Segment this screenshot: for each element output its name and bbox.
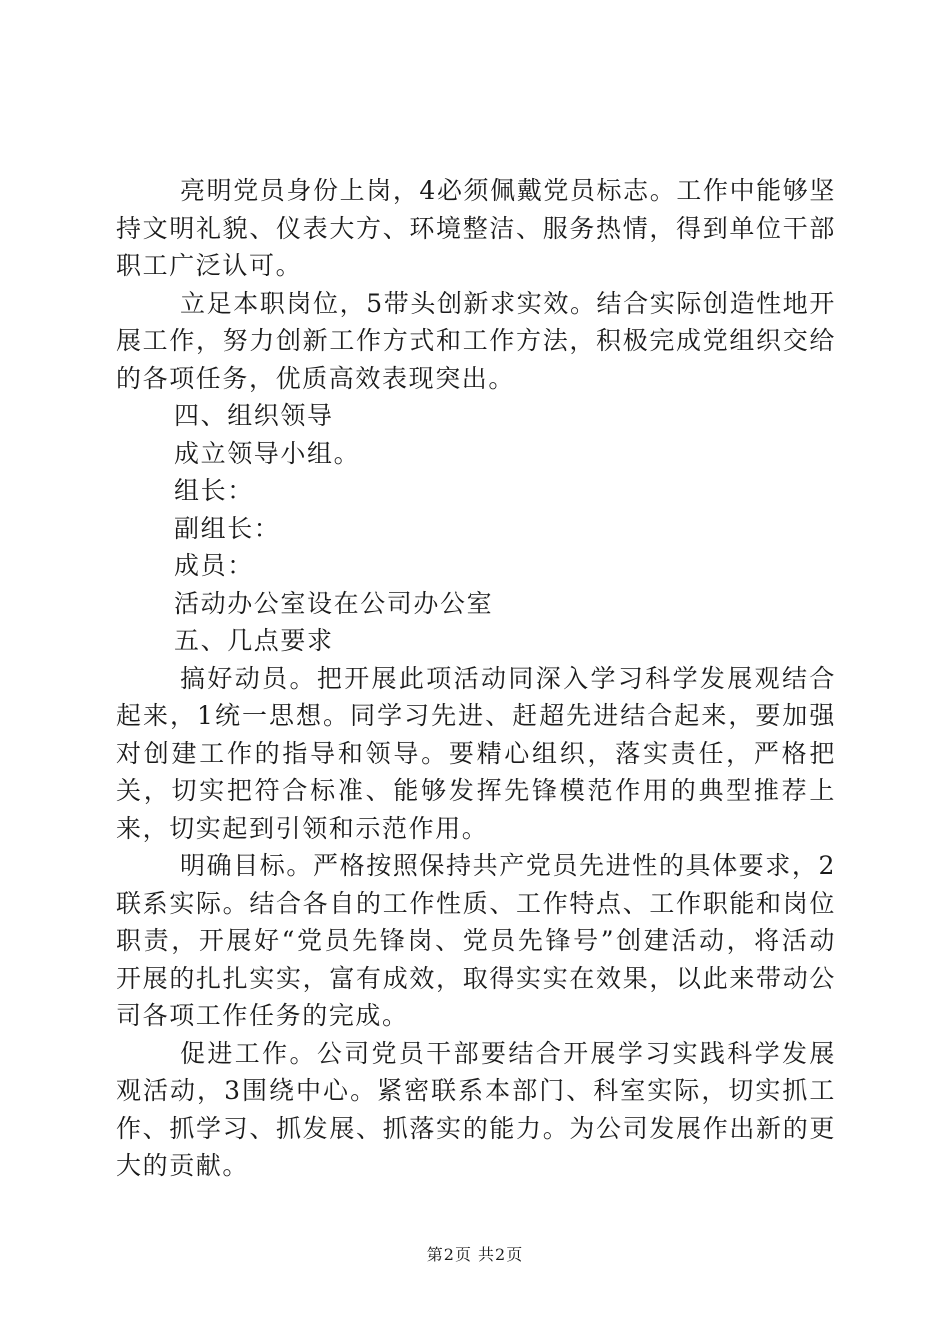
line-leadership-group: 成立领导小组。: [174, 438, 361, 468]
document-body: [116, 172, 836, 1185]
line-leader: 组长：: [174, 476, 254, 505]
page-footer: 第2页 共2页: [426, 1245, 524, 1264]
paragraph-innovation: 立足本职岗位，5带头创新求实效。结合实际创造性地开展工作，努力创新工作方式和工作方法，积极完成党组织交给的各项任务，优质高效表现突出。: [116, 288, 836, 393]
paragraph-identity: 亮明党员身份上岗，4必须佩戴党员标志。工作中能够坚持文明礼貌、仪表大方、环境整洁、服务热情，得到单位干部职工广泛认可。: [116, 176, 836, 280]
line-office-location: 活动办公室设在公司办公室: [174, 588, 494, 618]
line-deputy-leader: 副组长：: [174, 513, 281, 543]
paragraph-mobilization: 搞好动员。把开展此项活动同深入学习科学发展观结合起来，1统一思想。同学习先进、赶超先进结合起来，要加强对创建工作的指导和领导。要精心组织，落实责任，严格把关，切实把符合标准、能够发挥先锋模范作用的典型推荐上来，切实起到引领和示范作用。: [116, 663, 836, 843]
paragraph-goals: 明确目标。严格按照保持共产党员先进性的具体要求，2联系实际。结合各自的工作性质、工作特点、工作职能和岗位职责，开展好“党员先锋岗、党员先锋号”创建活动，将活动开展的扎扎实实，富有成效，取得实实在效果，以此来带动公司各项工作任务的完成。: [116, 851, 836, 1030]
section-heading-organization: 四、组织领导: [174, 401, 334, 430]
line-members: 成员：: [174, 551, 254, 580]
paragraph-promote-work: 促进工作。公司党员干部要结合开展学习实践科学发展观活动，3围绕中心。紧密联系本部门、科室实际，切实抓工作、抓学习、抓发展、抓落实的能力。为公司发展作出新的更大的贡献。: [116, 1038, 836, 1180]
section-heading-requirements: 五、几点要求: [174, 626, 334, 655]
